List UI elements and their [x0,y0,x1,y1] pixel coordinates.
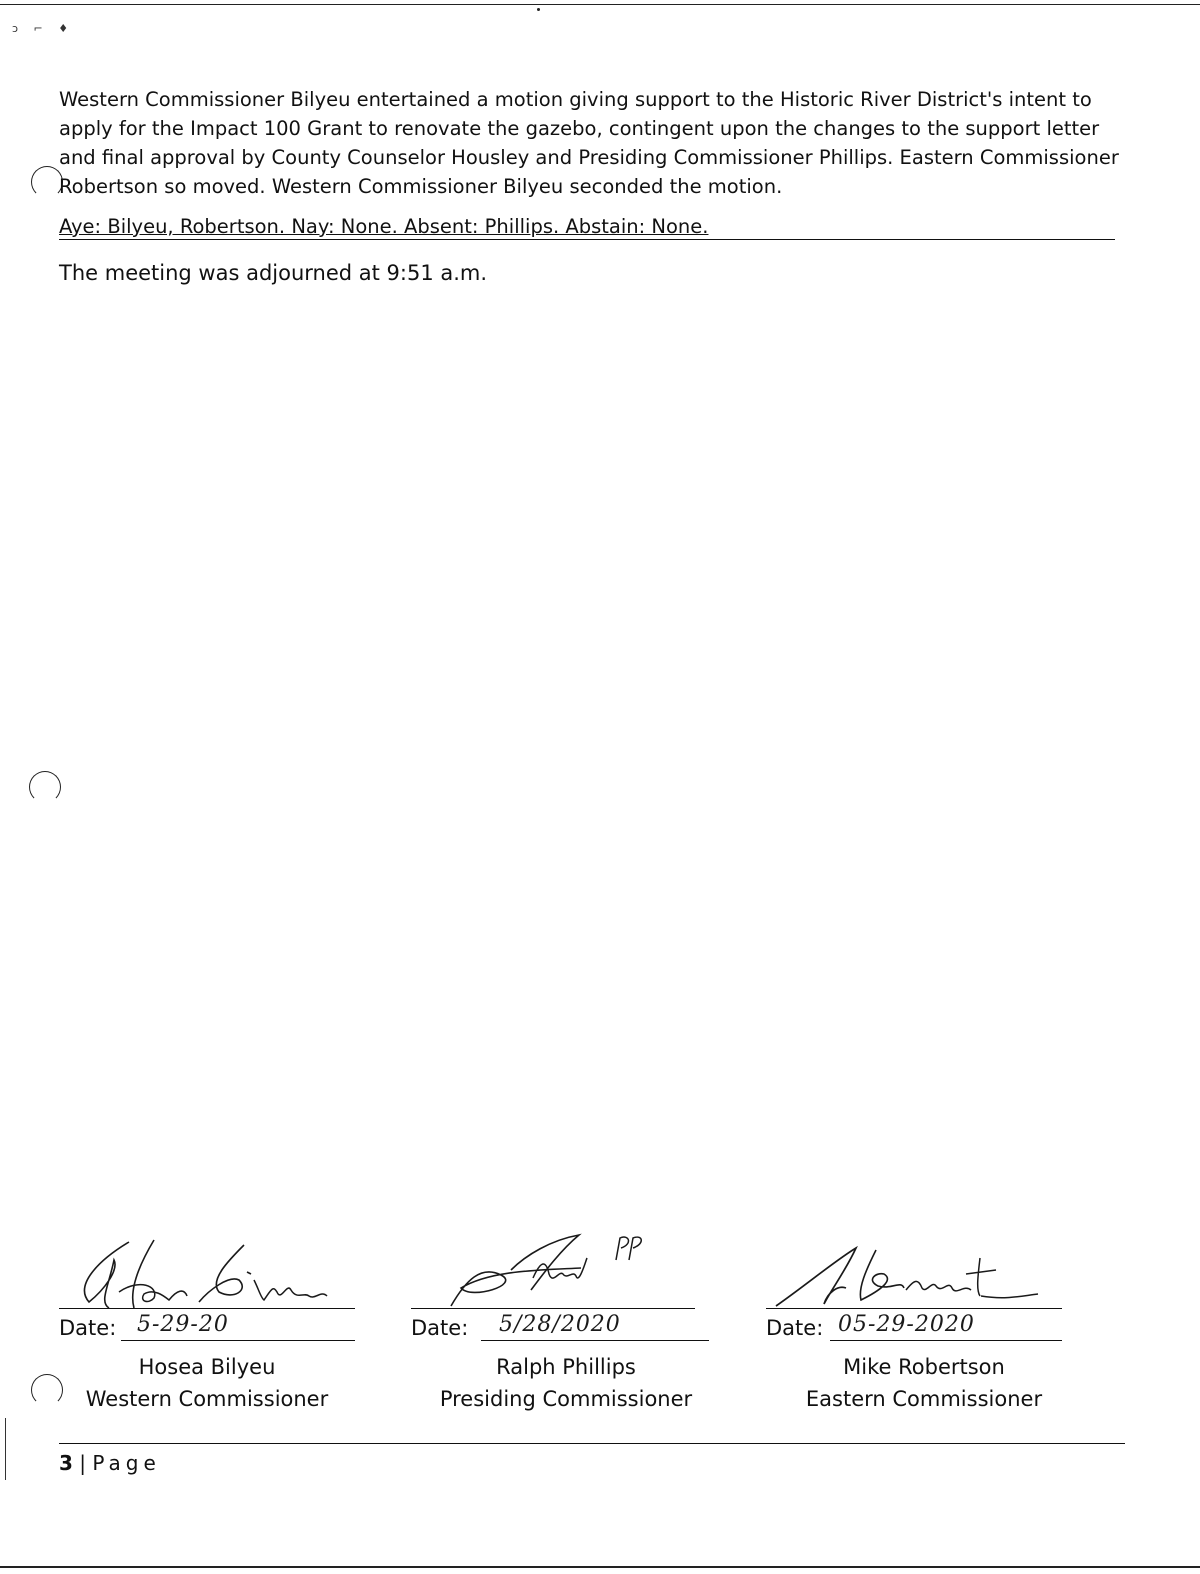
motion-paragraph: Western Commissioner Bilyeu entertained a motion giving support to the Historic River District's intent to apply for the Impact 100 Grant to renovate the gazebo, contingent upon the changes to the support letter and final approval by County Counselor Housley and Presiding Commissioner Phillips. Eastern Commissioner Robertson so moved. Western Commissioner Bilyeu seconded the motion. [59,88,1119,198]
handwritten-date: 5/28/2020 [499,1312,621,1337]
date-label: Date: [59,1316,117,1340]
signer-title: Presiding Commissioner [439,1387,693,1411]
signature-line [59,1308,355,1309]
scan-dot [537,8,540,11]
signature-line [411,1308,695,1309]
vote-record [59,215,1115,240]
signer-name: Ralph Phillips [496,1355,636,1379]
signature-block-bilyeu [59,1230,355,1420]
signer-title: Eastern Commissioner [805,1387,1043,1411]
date-row [766,1314,1062,1342]
date-label: Date: [411,1316,469,1340]
signer-title: Western Commissioner [85,1387,329,1411]
vote-text: Aye: Bilyeu, Robertson. Nay: None. Absent: Phillips. Abstain: None. [59,215,709,238]
signature-block-robertson [766,1230,1062,1420]
handwritten-date: 5-29-20 [137,1312,229,1337]
handwritten-signature-phillips [411,1230,709,1310]
signer-name: Hosea Bilyeu [138,1355,276,1379]
handwritten-signature-bilyeu [59,1230,355,1310]
top-border-line [0,4,1200,5]
adjournment-statement: The meeting was adjourned at 9:51 a.m. [59,261,488,285]
date-label: Date: [766,1316,824,1340]
page-number: 3 [59,1451,73,1475]
margin-scan-line [5,1418,6,1480]
date-underline [481,1340,709,1341]
date-underline [121,1340,355,1341]
page-footer [59,1450,161,1476]
date-row [411,1314,709,1342]
date-underline [830,1340,1062,1341]
handwritten-date: 05-29-2020 [838,1312,975,1337]
bottom-border-line [0,1566,1200,1568]
signature-line [766,1308,1062,1309]
footer-rule [59,1443,1125,1444]
handwritten-signature-robertson [766,1230,1062,1310]
scan-artifact-marks: ͻ ⌐ ♦ [12,22,75,35]
page-label: Page [92,1451,161,1475]
punch-hole-icon [29,771,61,803]
signer-name: Mike Robertson [843,1355,1005,1379]
page-separator: | [79,1451,87,1475]
date-row [59,1314,355,1342]
signature-block-phillips [411,1230,709,1420]
